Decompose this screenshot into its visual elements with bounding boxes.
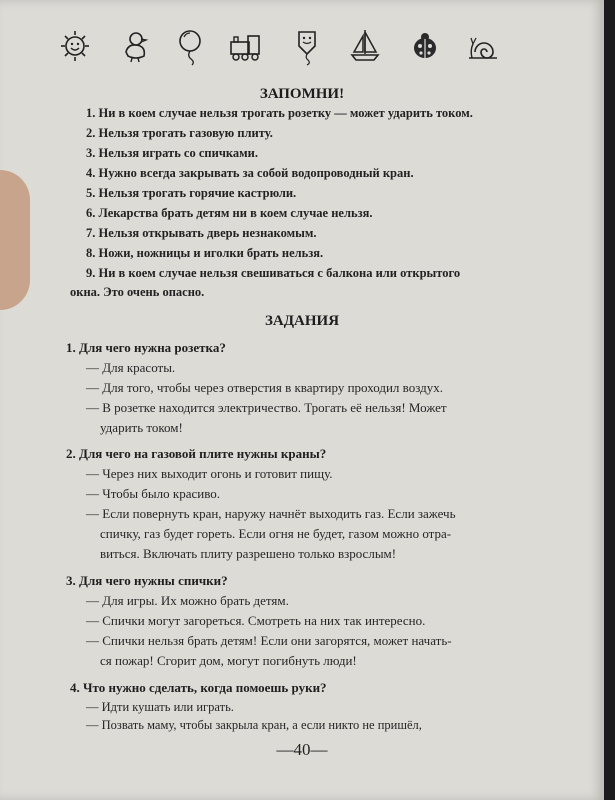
answer-line: — Чтобы было красиво. (86, 486, 221, 501)
answer-line: — Для игры. Их можно брать детям. (86, 593, 289, 608)
question-3: 3. Для чего нужны спички? (66, 573, 228, 588)
answer-line: — В розетке находится электричество. Трогать её нельзя! Может (86, 400, 447, 415)
answer-line: — Спички нельзя брать детям! Если они загорятся, может начать- (86, 633, 452, 648)
finger-holding-page (0, 170, 30, 310)
sun-face-icon (58, 26, 92, 66)
rule-line: 6. Лекарства брать детям ни в коем случае нельзя. (86, 206, 373, 220)
answer-line: виться. Включать плиту разрешено только взрослым! (100, 546, 397, 561)
rule-line: 2. Нельзя трогать газовую плиту. (86, 126, 273, 140)
question-1: 1. Для чего нужна розетка? (66, 340, 226, 355)
rule-line: окна. Это очень опасно. (70, 285, 205, 299)
toy-train-icon (228, 26, 262, 66)
decorative-icon-row (58, 26, 508, 66)
answer-line: — Для красоты. (86, 360, 176, 375)
next-page-edge (604, 0, 615, 800)
rule-line: 7. Нельзя открывать дверь незнакомым. (86, 226, 317, 240)
rule-line: 8. Ножи, ножницы и иголки брать нельзя. (86, 246, 324, 260)
rule-line: 9. Ни в коем случае нельзя свешиваться с балкона или открытого (86, 266, 461, 280)
page-number: —40— (276, 740, 328, 759)
answer-line: — Позвать маму, чтобы закрыла кран, а если никто не пришёл, (86, 718, 422, 732)
rule-line: 5. Нельзя трогать горячие кастрюли. (86, 186, 297, 200)
answer-line: — Если повернуть кран, наружу начнёт выходить газ. Если зажечь (86, 506, 456, 521)
rule-line: 1. Ни в коем случае нельзя трогать розетку — может ударить током. (86, 106, 473, 120)
kite-icon (290, 26, 324, 66)
answer-line: ударить током! (100, 420, 183, 435)
answer-line: — Идти кушать или играть. (86, 700, 234, 714)
answer-line: — Для того, чтобы через отверстия в квартиру проходил воздух. (86, 380, 443, 395)
ladybug-icon (408, 26, 442, 66)
answer-line: — Через них выходит огонь и готовит пищу. (86, 466, 333, 481)
sailboat-icon (348, 26, 382, 66)
rule-line: 3. Нельзя играть со спичками. (86, 146, 258, 160)
snail-icon (466, 26, 500, 66)
rules-title: ЗАПОМНИ! (259, 86, 345, 102)
question-4: 4. Что нужно сделать, когда помоешь руки? (70, 680, 327, 695)
tasks-title: ЗАДАНИЯ (264, 313, 340, 329)
balloon-icon (173, 26, 207, 66)
question-2: 2. Для чего на газовой плите нужны краны? (66, 446, 327, 461)
answer-line: ся пожар! Сгорит дом, могут погибнуть люди! (100, 653, 357, 668)
answer-line: спичку, газ будет гореть. Если огня не будет, газом можно отра- (100, 526, 452, 541)
answer-line: — Спички могут загореться. Смотреть на них так интересно. (86, 613, 426, 628)
duckling-icon (118, 26, 152, 66)
rule-line: 4. Нужно всегда закрывать за собой водопроводный кран. (86, 166, 414, 180)
